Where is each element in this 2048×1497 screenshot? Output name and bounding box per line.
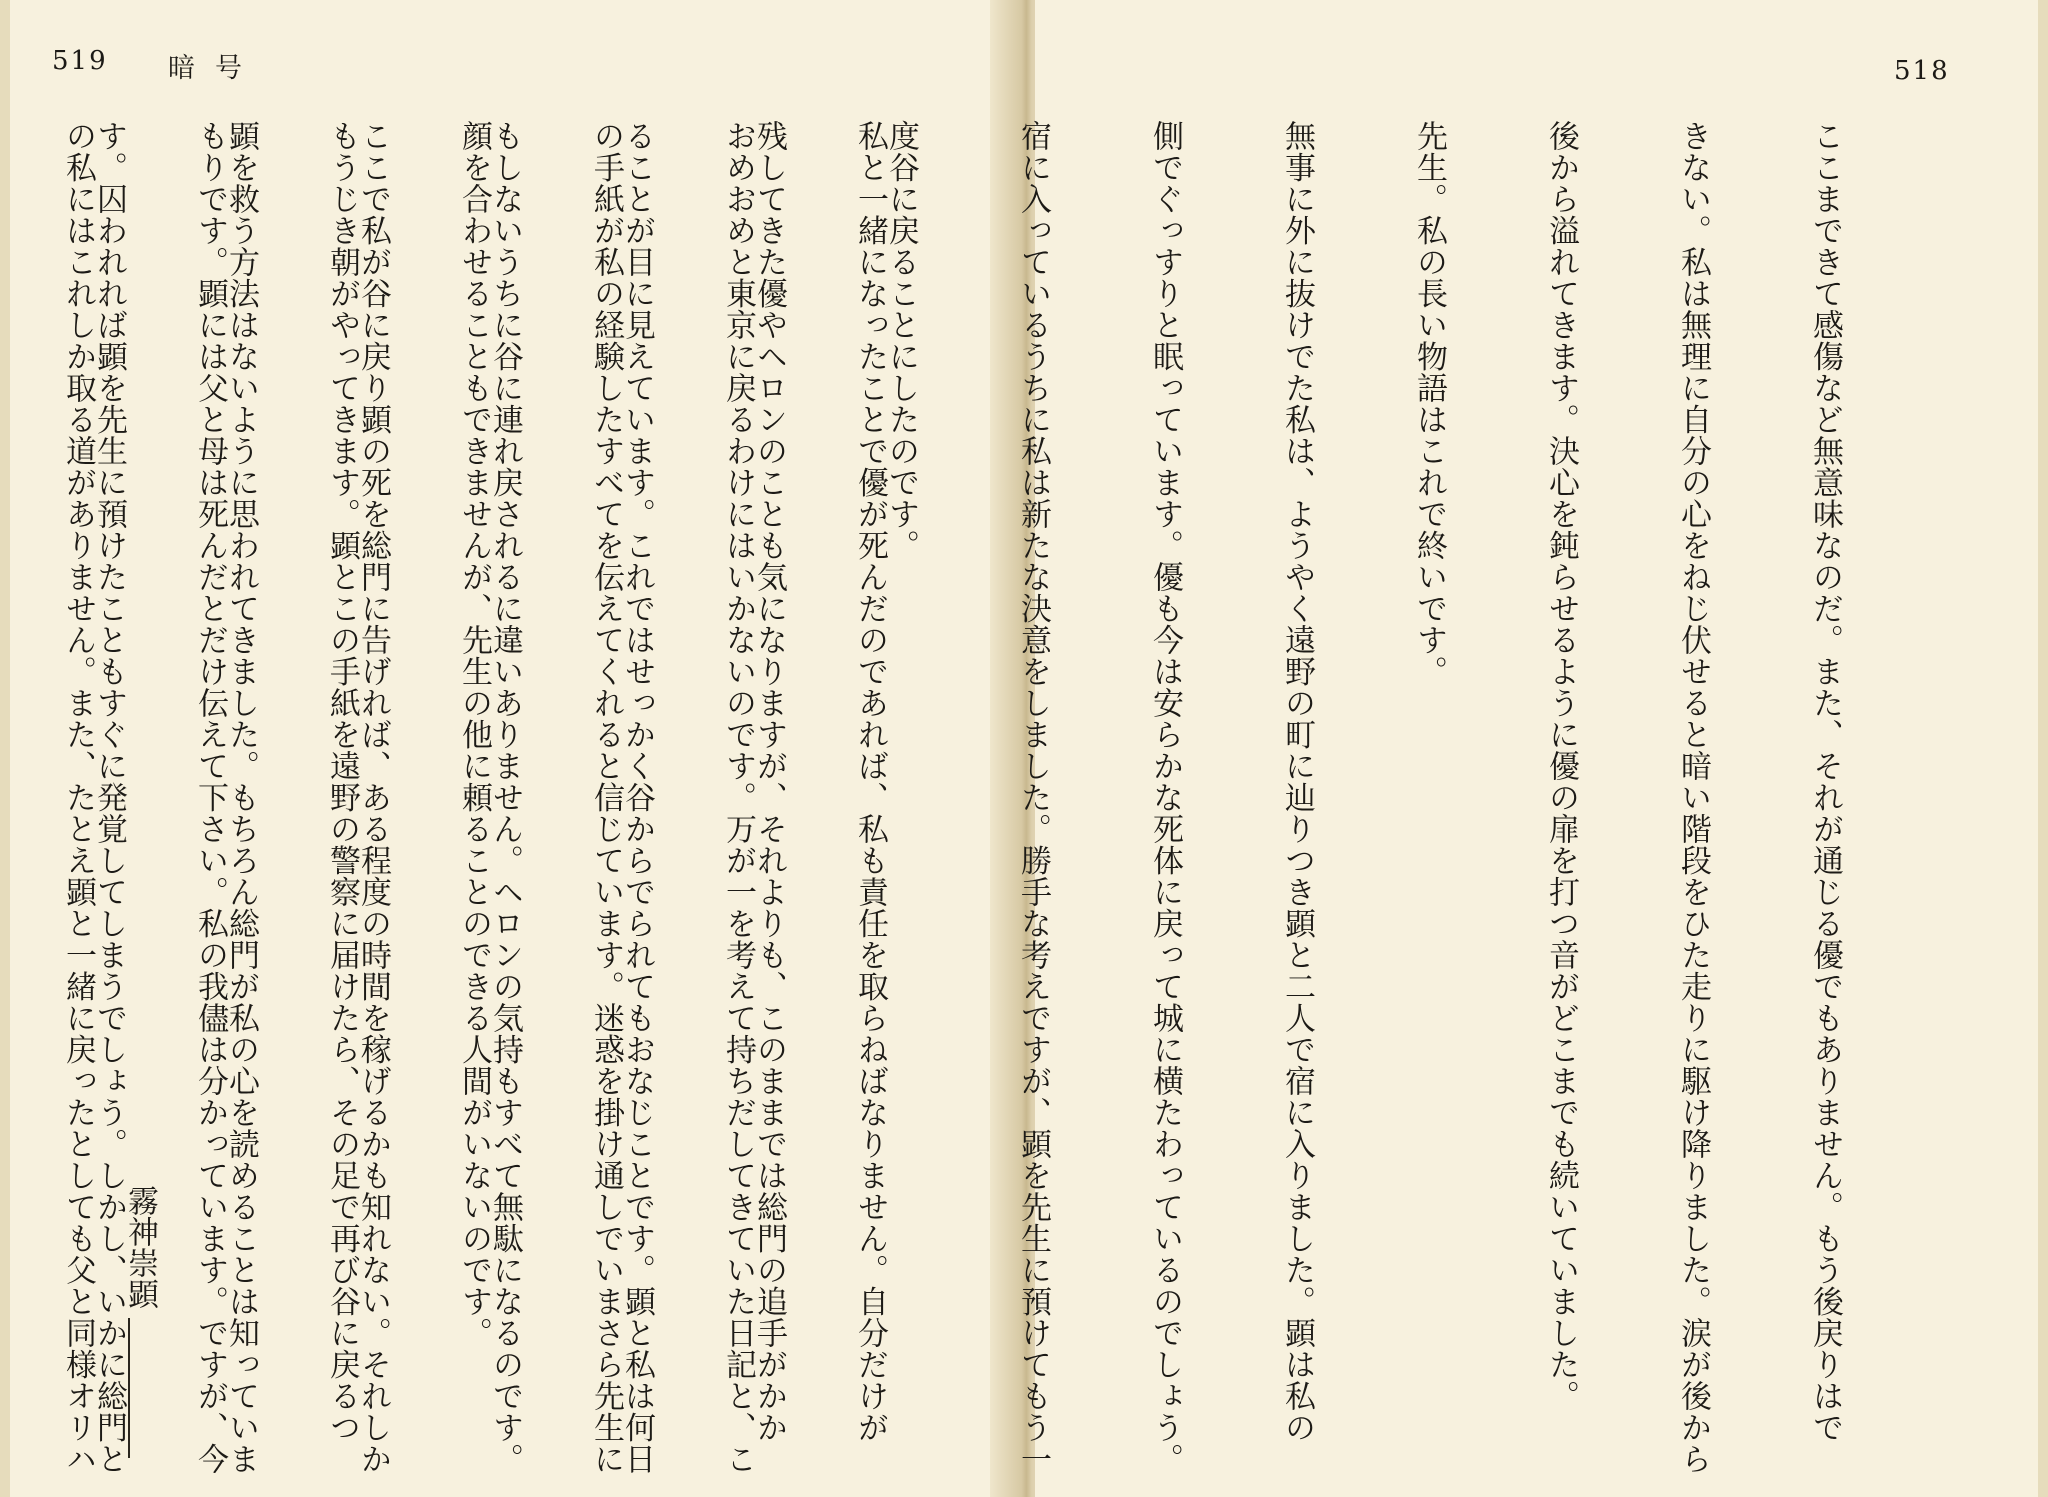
text-column: 後から溢れてきます。決心を鈍らせるように優の扉を打つ音がどこまでも続いていました。 [1543,120,1579,1412]
text-column: おめおめと東京に戻るわけにはいかないのです。万が一を考えて持ちだしてきていた日記と、こ [720,120,756,1475]
text-column: ることが目に見えています。これではせっかく谷からでられてもおなじことです。顕と私は何日 [619,120,655,1475]
text-column: もりです。顕には父と母は死んだとだけ伝えて下さい。私の我儘は分かっています。ですが、今 [192,120,228,1475]
text-column: 私と一緒になったことで優が死んだのであれば、私も責任を取らねばなりません。自分だけが [852,120,888,1443]
text-column: 度谷に戻ることにしたのです。 [883,120,919,561]
running-title: 暗号 [168,53,262,84]
text-column: 無事に外に抜けでた私は、ようやく遠野の町に辿りつき顕と二人で宿に入りました。顕は私の [1279,120,1315,1443]
text-column: きない。私は無理に自分の心をねじ伏せると暗い階段をひた走りに駆け降りました。涙が後から [1675,120,1711,1475]
signature: 霧神崇顕 [122,1185,158,1309]
text-column: 先生。私の長い物語はこれで終いです。 [1411,120,1447,687]
text-column: 顔を合わせることもできませんが、先生の他に頼ることのできる人間がいないのです。 [456,120,492,1349]
text-column: の手紙が私の経験したすべてを伝えてくれると信じています。迷惑を掛け通しでいまさら先生に [588,120,624,1475]
text-column: の私にはこれしか取る道がありません。また、たとえ顕と一緒に戻ったとしても父と同様オリハ [60,120,96,1475]
text-column: す。囚われれば顕を先生に預けたこともすぐに発覚してしまうでしょう。しかし、いかに総門と [91,120,127,1475]
text-column: ここまできて感傷など無意味なのだ。また、それが通じる優でもありません。もう後戻りはで [1807,120,1843,1443]
right-page-edge [2038,0,2048,1497]
text-column: ここで私が谷に戻り顕の死を総門に告げれば、ある程度の時間を稼げるかも知れない。それしか [355,120,391,1475]
text-column: 側でぐっすりと眠っています。優も今は安らかな死体に戻って城に横たわっているのでしょう。 [1147,120,1183,1475]
text-column: もしないうちに谷に連れ戻されるに違いありません。ヘロンの気持もすべて無駄になるのです。 [487,120,523,1475]
text-column: 宿に入っているうちに私は新たな決意をしました。勝手な考えですが、顕を先生に預けてもう一 [1015,120,1051,1475]
text-column: 残してきた優やヘロンのことも気になりますが、それよりも、このままでは総門の追手がかか [751,120,787,1443]
left-page-number: 519 [52,46,108,76]
text-column: もうじき朝がやってきます。顕とこの手紙を遠野の警察に届けたら、その足で再び谷に戻るつ [324,120,360,1443]
right-page-number: 518 [1894,56,1950,86]
text-column: 顕を救う方法はないように思われてきました。もちろん総門が私の心を読めることは知っていま [223,120,259,1475]
